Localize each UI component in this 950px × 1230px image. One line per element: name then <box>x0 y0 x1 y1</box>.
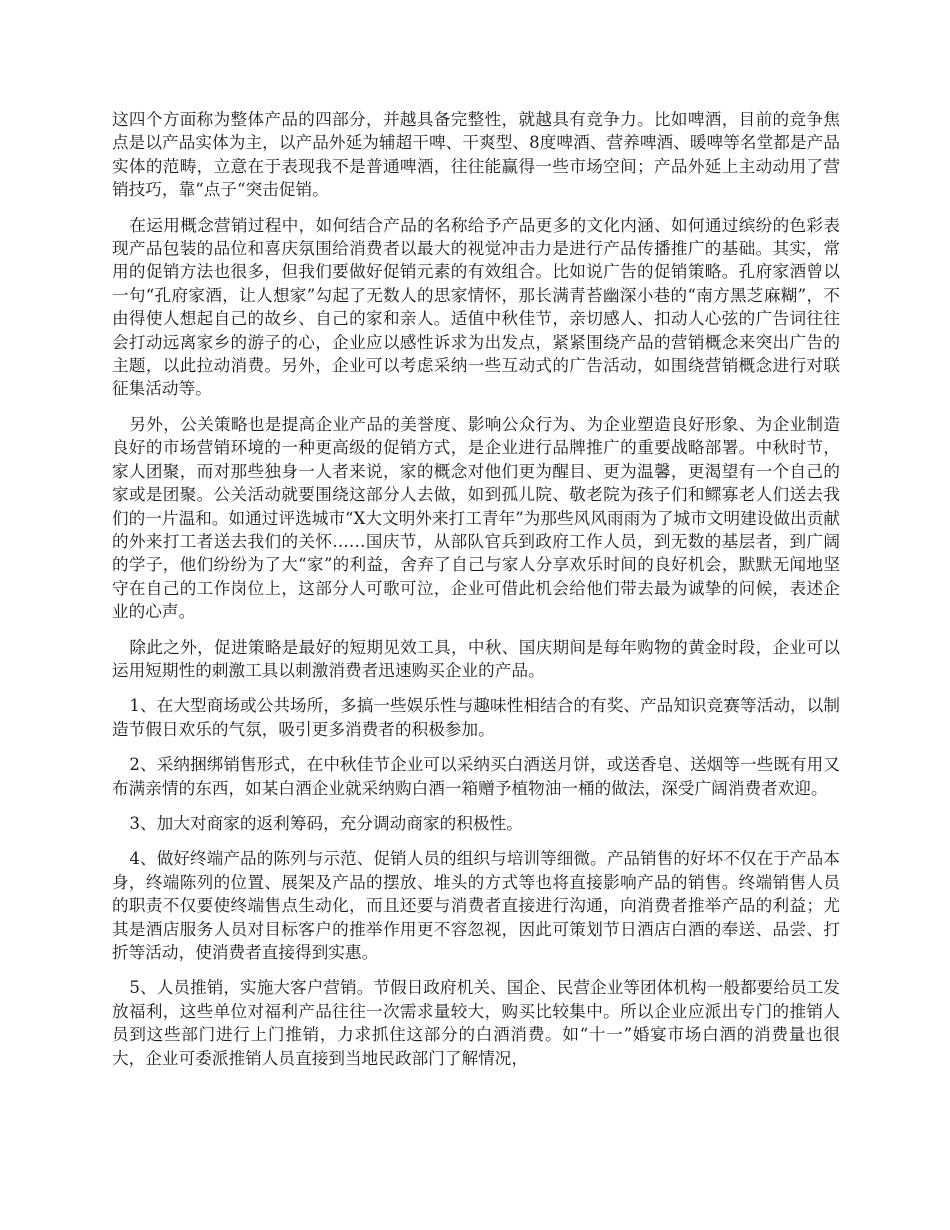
list-item-3-rebates: 3、加大对商家的返利筹码，充分调动商家的积极性。 <box>129 813 523 833</box>
list-item-1-events: 1、在大型商场或公共场所，多搞一些娱乐性与趣味性相结合的有奖、产品知识竞赛等活动，以制造节假日欢乐的气氛，吸引更多消费者的积极参加。 <box>112 696 840 739</box>
list-item-5-personal-selling: 5、人员推销，实施大客户营销。节假日政府机关、国企、民营企业等团体机构一般都要给员工发放福利，这些单位对福利产品往往一次需求量较大，购买比较集中。所以企业应派出专门的推销人员到这些部门进行上门推销，力求抓住这部分的白酒消费。如“十一”婚宴市场白酒的消费量也很大，企业可委派推销人员直接到当地民政部门了解情况， <box>112 978 840 1068</box>
list-item-2-bundling: 2、采纳捆绑销售形式，在中秋佳节企业可以采纳买白酒送月饼，或送香皂、送烟等一些既有用又布满亲情的东西，如某白酒企业就采纳购白酒一箱赠予植物油一桶的做法，深受广阔消费者欢迎。 <box>112 755 840 798</box>
document-page <box>112 108 840 1082</box>
paragraph-sales-promotion: 除此之外，促进策略是最好的短期见效工具，中秋、国庆期间是每年购物的黄金时段，企业可以运用短期性的刺激工具以刺激消费者迅速购买企业的产品。 <box>112 637 840 680</box>
list-item-4-terminal-display: 4、做好终端产品的陈列与示范、促销人员的组织与培训等细微。产品销售的好坏不仅在于产品本身，终端陈列的位置、展架及产品的摆放、堆头的方式等也将直接影响产品的销售。终端销售人员的职责不仅要使终端售点生动化，而且还要与消费者直接进行沟通，向消费者推举产品的利益；尤其是酒店服务人员对目标客户的推举作用更不容忽视，因此可策划节日酒店白酒的奉送、品尝、打折等活动，使消费者直接得到实惠。 <box>112 849 840 962</box>
paragraph-concept-marketing: 在运用概念营销过程中，如何结合产品的名称给予产品更多的文化内涵、如何通过缤纷的色彩表现产品包装的品位和喜庆氛围给消费者以最大的视觉冲击力是进行产品传播推广的基础。其实，常用的促销方法也很多，但我们要做好促销元素的有效组合。比如说广告的促销策略。孔府家酒曾以一句“孔府家酒，让人想家”勾起了无数人的思家情怀，那长满青苔幽深小巷的“南方黑芝麻糊”，不由得使人想起自己的故乡、自己的家和亲人。适值中秋佳节，亲切感人、扣动人心弦的广告词往往会打动远离家乡的游子的心，企业应以感性诉求为出发点，紧紧围绕产品的营销概念来突出广告的主题，以此拉动消费。另外，企业可以考虑采纳一些互动式的广告活动，如围绕营销概念进行对联征集活动等。 <box>112 215 840 399</box>
paragraph-public-relations: 另外，公关策略也是提高企业产品的美誉度、影响公众行为、为企业塑造良好形象、为企业制造良好的市场营销环境的一种更高级的促销方式，是企业进行品牌推广的重要战略部署。中秋时节，家人团聚，而对那些独身一人者来说，家的概念对他们更为醒目、更为温馨，更渴望有一个自己的家或是团聚。公关活动就要围绕这部分人去做，如到孤儿院、敬老院为孩子们和鳏寡老人们送去我们的一片温和。如通过评选城市“X大文明外来打工青年”为那些风风雨雨为了城市文明建设做出贡献的外来打工者送去我们的关怀……国庆节，从部队官兵到政府工作人员，到无数的基层者，到广阔的学子，他们纷纷为了大“家”的利益，舍弃了自己与家人分享欢乐时间的良好机会，默默无闻地坚守在自己的工作岗位上，这部分人可歌可泣，企业可借此机会给他们带去最为诚挚的问候，表述企业的心声。 <box>112 414 840 622</box>
paragraph-product-extension: 这四个方面称为整体产品的四部分，并越具备完整性，就越具有竞争力。比如啤酒，目前的竞争焦点是以产品实体为主，以产品外延为辅超干啤、干爽型、8度啤酒、营养啤酒、暖啤等名堂都是产品实体的范畴，立意在于表现我不是普通啤酒，往往能赢得一些市场空间；产品外延上主动动用了营销技巧，靠“点子“突击促销。 <box>112 110 840 200</box>
